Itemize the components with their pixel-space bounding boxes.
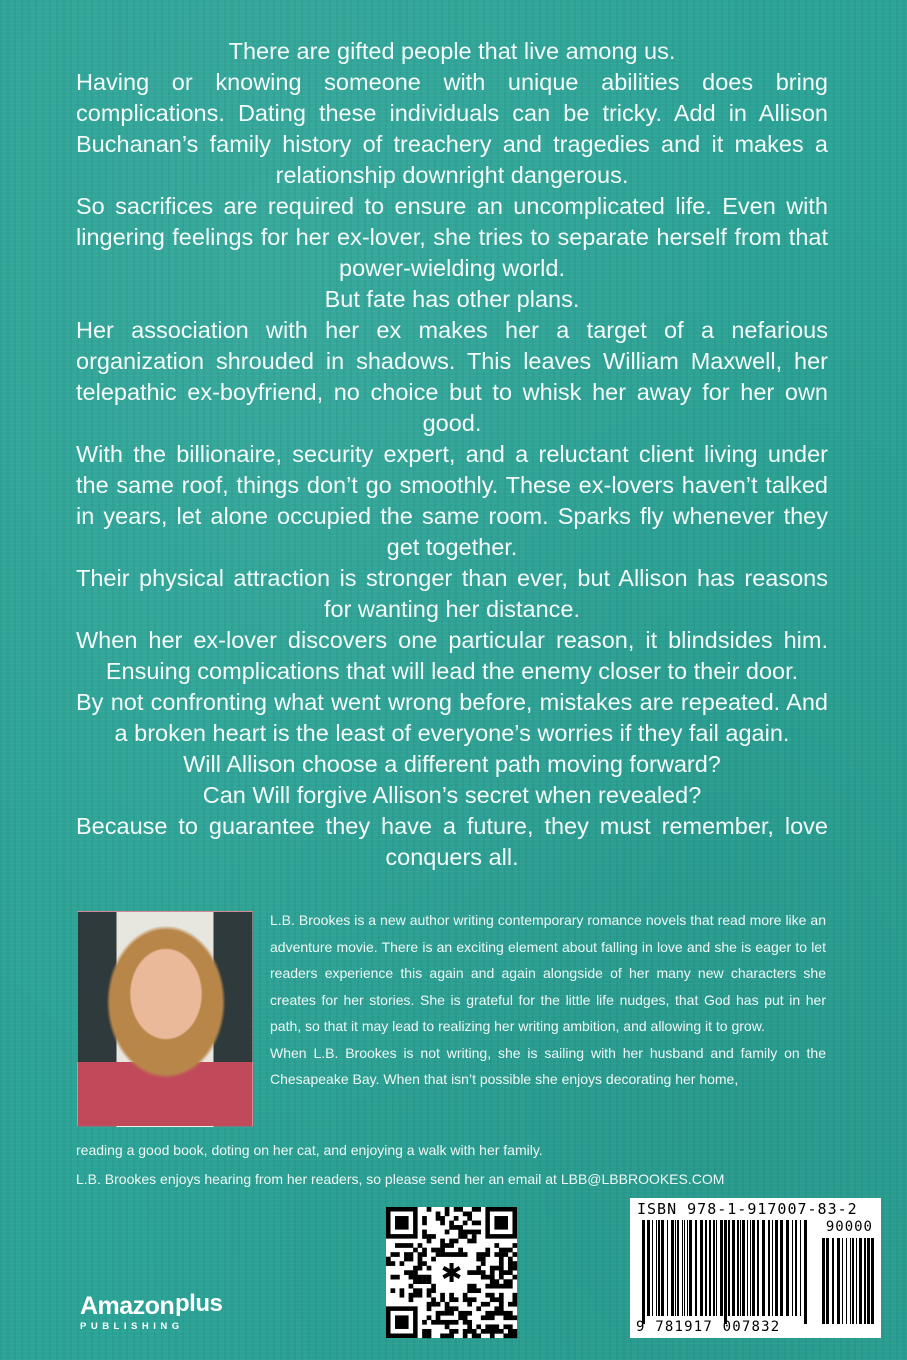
publisher-sub: PUBLISHING bbox=[80, 1321, 184, 1332]
blurb-paragraph: By not confronting what went wrong before, mistakes are repeated. And a broken heart is the least of everyone’s worries if they fail again. bbox=[76, 689, 828, 746]
blurb-paragraph: Having or knowing someone with unique abilities does bring complications. Dating these individuals can be tricky. Add in Allison Buchanan’s family history of treachery and tragedies and it makes a relationship downright dangerous. bbox=[76, 69, 828, 188]
barcode-digits: 9 781917 007832 bbox=[636, 1319, 781, 1335]
author-photo bbox=[77, 911, 253, 1127]
publisher-logo bbox=[80, 1290, 223, 1332]
publisher-name: Amazon bbox=[80, 1292, 175, 1320]
isbn-barcode bbox=[630, 1198, 881, 1338]
blurb-paragraph: But fate has other plans. bbox=[324, 286, 580, 312]
publisher-plus-text: plus bbox=[175, 1290, 223, 1317]
plus-icon bbox=[175, 1290, 223, 1323]
blurb-paragraph: Their physical attraction is stronger than ever, but Allison has reasons for wanting her distance. bbox=[76, 565, 828, 622]
blurb-paragraph: Can Will forgive Allison’s secret when revealed? bbox=[202, 782, 702, 808]
blurb-paragraph: Will Allison choose a different path moving forward? bbox=[183, 751, 721, 777]
barcode-addon: 90000 bbox=[825, 1219, 873, 1235]
svg-text:✱: ✱ bbox=[440, 1259, 463, 1289]
bio-paragraph: When L.B. Brookes is not writing, she is sailing with her husband and family on the Chesapeake Bay. When that isn’t possible she enjoys decorating her home, bbox=[270, 1044, 826, 1087]
bio-contact: L.B. Brookes enjoys hearing from her readers, so please send her an email at LBB@LBBROOKES.COM bbox=[76, 1171, 725, 1187]
back-cover-blurb bbox=[76, 36, 828, 873]
blurb-paragraph: With the billionaire, security expert, and a reluctant client living under the same roof, things don’t go smoothly. These ex-lovers haven’t talked in years, let alone occupied the same room. Sparks fly whenever they get together. bbox=[76, 441, 828, 560]
blurb-paragraph: When her ex-lover discovers one particular reason, it blindsides him. Ensuing complications that will lead the enemy closer to their door. bbox=[76, 627, 828, 684]
qr-code bbox=[386, 1207, 517, 1338]
blurb-paragraph: Because to guarantee they have a future, they must remember, love conquers all. bbox=[76, 813, 828, 870]
blurb-paragraph: Her association with her ex makes her a target of a nefarious organization shrouded in shadows. This leaves William Maxwell, her telepathic ex-boyfriend, no choice but to whisk her away for her own good. bbox=[76, 317, 828, 436]
isbn-label: ISBN 978-1-917007-83-2 bbox=[637, 1200, 858, 1218]
author-bio bbox=[270, 907, 826, 1093]
bio-paragraph-continued: reading a good book, doting on her cat, and enjoying a walk with her family. bbox=[76, 1142, 543, 1158]
bio-paragraph: L.B. Brookes is a new author writing contemporary romance novels that read more like an adventure movie. There is an exciting element about falling in love and she is eager to let readers experience this again and again alongside of her many new characters she creates for her stories. She is grateful for the little life nudges, that God has put in her path, so that it may lead to realizing her writing ambition, and allowing it to grow. bbox=[270, 912, 826, 1034]
blurb-paragraph: There are gifted people that live among us. bbox=[228, 38, 676, 64]
blurb-paragraph: So sacrifices are required to ensure an uncomplicated life. Even with lingering feelings for her ex-lover, she tries to separate herself from that power-wielding world. bbox=[76, 193, 828, 281]
